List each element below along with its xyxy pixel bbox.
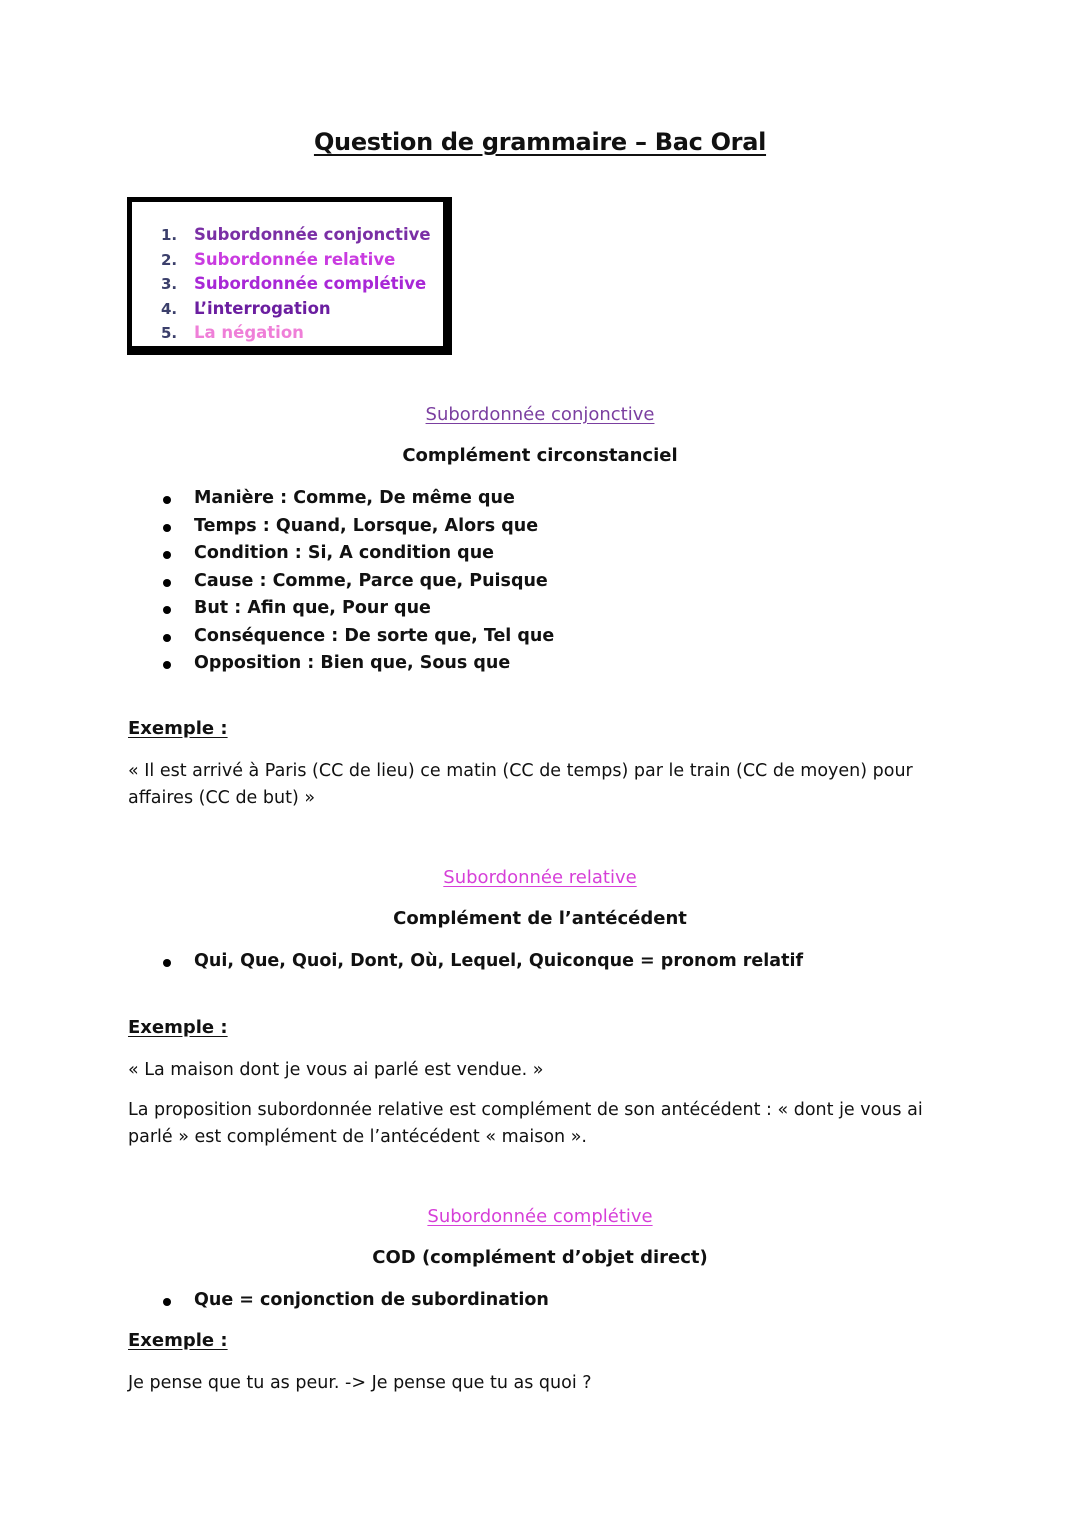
completive-bullet-list [160,1287,549,1315]
example-label-relative: Exemple : [128,1017,228,1038]
toc-item [161,321,431,346]
toc-item-label: Subordonnée relative [194,249,396,269]
example-text-conjonctive: « Il est arrivé à Paris (CC de lieu) ce matin (CC de temps) par le train (CC de moyen) pour affaires (CC de but) » [128,761,913,808]
toc-item-label: Subordonnée complétive [194,274,427,293]
toc-box [127,197,452,355]
list-item: Condition : Si, A condition que [160,540,554,568]
toc-item [161,248,431,273]
section-subtitle-completive: COD (complément d’objet direct) [372,1247,708,1268]
toc-item-number: 4. [161,299,178,318]
toc-item-label: L’interrogation [194,298,331,318]
toc-item-number: 1. [161,226,178,244]
section-title-completive: Subordonnée complétive [427,1206,653,1227]
list-item: Temps : Quand, Lorsque, Alors que [160,513,554,541]
toc-item [161,297,431,322]
toc-item-label: Subordonnée conjonctive [194,225,431,244]
conjonctive-bullet-list [160,485,554,678]
toc-item-number: 5. [161,324,178,342]
toc-item-label: La négation [194,323,304,342]
list-item: Cause : Comme, Parce que, Puisque [160,568,554,596]
example-label-completive: Exemple : [128,1330,228,1351]
list-item: Conséquence : De sorte que, Tel que [160,623,554,651]
example-text-relative: « La maison dont je vous ai parlé est vendue. » [128,1060,544,1080]
list-item: But : Afin que, Pour que [160,595,554,623]
toc-list [161,223,431,346]
toc-item [161,223,431,248]
section-subtitle-conjonctive: Complément circonstanciel [402,445,678,466]
page-title: Question de grammaire – Bac Oral [313,128,767,156]
section-subtitle-relative: Complément de l’antécédent [393,908,687,929]
section-title-relative: Subordonnée relative [443,867,637,888]
toc-item-number: 2. [161,250,178,269]
toc-item-number: 3. [161,275,178,293]
list-item: Manière : Comme, De même que [160,485,554,513]
list-item: Qui, Que, Quoi, Dont, Où, Lequel, Quiconque = pronom relatif [160,948,803,976]
relative-bullet-list [160,948,803,976]
list-item: Que = conjonction de subordination [160,1287,549,1315]
explanation-relative: La proposition subordonnée relative est complément de son antécédent : « dont je vous ai parlé » est complément de l’antécédent « maison ». [128,1100,923,1147]
example-text-completive: Je pense que tu as peur. -> Je pense que tu as quoi ? [128,1373,592,1393]
list-item: Opposition : Bien que, Sous que [160,650,554,678]
example-label-conjonctive: Exemple : [128,718,228,739]
section-title-conjonctive: Subordonnée conjonctive [425,404,655,425]
toc-item [161,272,431,297]
